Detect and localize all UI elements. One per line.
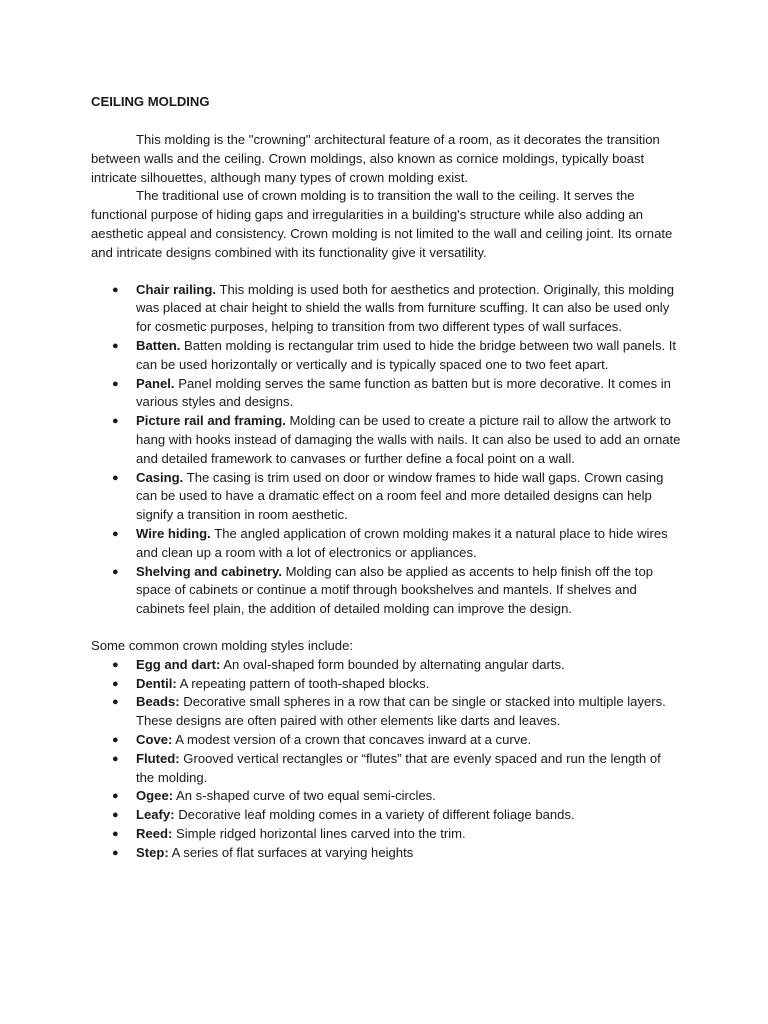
list-item-text: An oval-shaped form bounded by alternating angular darts.	[220, 656, 565, 672]
bullet-icon: ●	[112, 809, 119, 822]
list-item-term: Shelving and cabinetry.	[136, 563, 283, 579]
list-item-text: A modest version of a crown that concaves inward at a curve.	[172, 731, 532, 747]
list-item-term: Wire hiding.	[136, 525, 211, 541]
list-item-text: Simple ridged horizontal lines carved into the trim.	[172, 825, 466, 841]
list-item-term: Panel.	[136, 375, 175, 391]
list-item-text: This molding is used both for aesthetics and protection. Originally, this molding was placed at chair height to shield the walls from furniture scuffing. It can also be used only for cosmetic purposes, helping to transition from two different types of wall surfaces.	[136, 281, 675, 335]
list-item-text: The casing is trim used on door or window frames to hide wall gaps. Crown casing can be used to have a dramatic effect on a room feel and more detailed designs can help signify a transition in room aesthetic.	[136, 469, 664, 523]
bullet-icon: ●	[112, 471, 119, 484]
list-item	[91, 731, 681, 750]
list-item	[91, 656, 681, 675]
list-item	[91, 337, 681, 375]
list-item	[91, 750, 681, 788]
list-item	[91, 693, 681, 731]
list-item-term: Fluted:	[136, 750, 180, 766]
list-item-term: Beads:	[136, 694, 180, 710]
list-item-term: Egg and dart:	[136, 656, 221, 672]
bullet-icon: ●	[112, 377, 119, 390]
list-item-text: Decorative small spheres in a row that can be single or stacked into multiple layers. These designs are often paired with other elements like darts and leaves.	[136, 694, 666, 729]
list-item	[91, 563, 681, 619]
bullet-icon: ●	[112, 677, 119, 690]
list-item	[91, 412, 681, 468]
list-item-text: Batten molding is rectangular trim used to hide the bridge between two wall panels. It can be used horizontally or vertically and is typically spaced one to two feet apart.	[136, 337, 677, 372]
bullet-icon: ●	[112, 283, 119, 296]
bullet-icon: ●	[112, 415, 119, 428]
bullet-icon: ●	[112, 527, 119, 540]
bullet-icon: ●	[112, 658, 119, 671]
styles-intro: Some common crown molding styles include:	[91, 637, 353, 653]
list-item	[91, 787, 681, 806]
list-item-term: Dentil:	[136, 675, 177, 691]
list-item-term: Cove:	[136, 731, 173, 747]
list-item-term: Chair railing.	[136, 281, 217, 297]
list-item-term: Step:	[136, 844, 169, 860]
list-item-text: Decorative leaf molding comes in a variety of different foliage bands.	[174, 807, 575, 823]
bullet-icon: ●	[112, 827, 119, 840]
list-item-term: Casing.	[136, 469, 184, 485]
list-item	[91, 375, 681, 413]
intro-paragraph-1: This molding is the "crowning" architectural feature of a room, as it decorates the transition between walls and the ceiling. Crown moldings, also known as cornice moldings, typically boast intricate silhouettes, although many types of crown molding exist.	[91, 132, 660, 185]
list-item	[91, 469, 681, 525]
list-item-term: Ogee:	[136, 788, 174, 804]
list-item-text: A repeating pattern of tooth-shaped blocks.	[176, 675, 430, 691]
bullet-icon: ●	[112, 790, 119, 803]
list-item-term: Batten.	[136, 337, 181, 353]
bullet-icon: ●	[112, 696, 119, 709]
bullet-icon: ●	[112, 565, 119, 578]
bullet-icon: ●	[112, 752, 119, 765]
list-item-text: The angled application of crown molding makes it a natural place to hide wires and clean up a room with a lot of electronics or appliances.	[136, 525, 668, 560]
molding-uses-list	[91, 281, 681, 619]
list-item	[91, 806, 681, 825]
list-item-term: Leafy:	[136, 807, 175, 823]
list-item-term: Reed:	[136, 825, 173, 841]
list-item	[91, 281, 681, 337]
list-item-text: Panel molding serves the same function as batten but is more decorative. It comes in various styles and designs.	[136, 375, 671, 410]
list-item-term: Picture rail and framing.	[136, 413, 286, 429]
list-item-text: A series of flat surfaces at varying heights	[168, 844, 414, 860]
list-item-text: Molding can also be applied as accents to help finish off the top space of cabinets or continue a motif through bookshelves and mantels. If shelves and cabinets feel plain, the addition of detailed molding can improve the design.	[136, 563, 654, 617]
list-item	[91, 525, 681, 563]
molding-styles-list	[91, 656, 681, 863]
bullet-icon: ●	[112, 339, 119, 352]
list-item-text: Grooved vertical rectangles or “flutes” that are evenly spaced and run the length of the molding.	[136, 750, 661, 785]
list-item	[91, 844, 681, 863]
list-item	[91, 825, 681, 844]
bullet-icon: ●	[112, 733, 119, 746]
document-body	[91, 93, 681, 862]
bullet-icon: ●	[112, 846, 119, 859]
document-title: CEILING MOLDING	[91, 94, 210, 109]
list-item-text: An s-shaped curve of two equal semi-circles.	[173, 788, 436, 804]
intro-paragraph-2: The traditional use of crown molding is to transition the wall to the ceiling. It serves the functional purpose of hiding gaps and irregularities in a building's structure while also adding an aesthetic appeal and consistency. Crown molding is not limited to the wall and ceiling joint. Its ornate and intricate designs combined with its functionality give it versatility.	[91, 188, 673, 260]
list-item	[91, 675, 681, 694]
list-item-text: Molding can be used to create a picture rail to allow the artwork to hang with hooks instead of damaging the walls with nails. It can also be used to add an ornate and detailed framework to canvases or further define a focal point on a wall.	[136, 413, 681, 466]
